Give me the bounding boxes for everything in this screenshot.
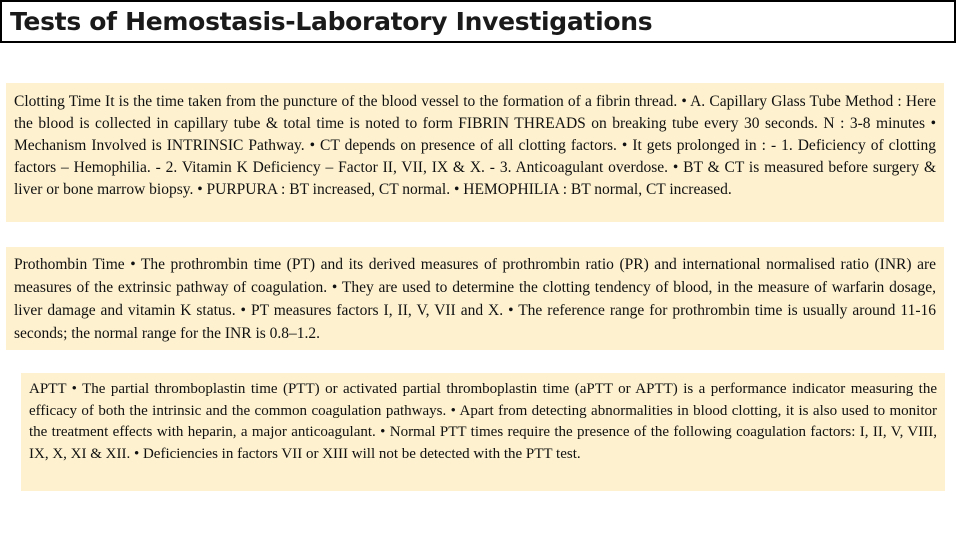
title-bar — [0, 0, 956, 43]
aptt-box — [21, 373, 945, 491]
page-title: Tests of Hemostasis-Laboratory Investigations — [10, 7, 653, 36]
clotting-time-box — [6, 83, 944, 222]
prothrombin-time-text: Prothombin Time • The prothrombin time (PT) and its derived measures of prothrombin ratio (PR) and international normalised ratio (INR) are measures of the extrinsic pathway of coagulation. • They are used to determine the clotting tendency of blood, in the measure of warfarin dosage, liver damage and vitamin K status. • PT measures factors I, II, V, VII and X. • The reference range for prothrombin time is usually around 11-16 seconds; the normal range for the INR is 0.8–1.2. — [14, 256, 936, 342]
clotting-time-text: Clotting Time It is the time taken from the puncture of the blood vessel to the formation of a fibrin thread. • A. Capillary Glass Tube Method : Here the blood is collected in capillary tube & total time is noted to form FIBRIN THREADS on breaking tube every 30 seconds. N : 3-8 minutes • Mechanism Involved is INTRINSIC Pathway. • CT depends on presence of all clotting factors. • It gets prolonged in : - 1. Deficiency of clotting factors – Hemophilia. - 2. Vitamin K Deficiency – Factor II, VII, IX & X. - 3. Anticoagulant overdose. • BT & CT is measured before surgery & liver or bone marrow biopsy. • PURPURA : BT increased, CT normal. • HEMOPHILIA : BT normal, CT increased. — [14, 93, 936, 198]
aptt-text: APTT • The partial thromboplastin time (PTT) or activated partial thromboplastin time (aPTT or APTT) is a performance indicator measuring the efficacy of both the intrinsic and the common coagulation pathways. • Apart from detecting abnormalities in blood clotting, it is also used to monitor the treatment effects with heparin, a major anticoagulant. • Normal PTT times require the presence of the following coagulation factors: I, II, V, VIII, IX, X, XI & XII. • Deficiencies in factors VII or XIII will not be detected with the PTT test. — [29, 381, 937, 462]
prothrombin-time-box — [6, 247, 944, 350]
